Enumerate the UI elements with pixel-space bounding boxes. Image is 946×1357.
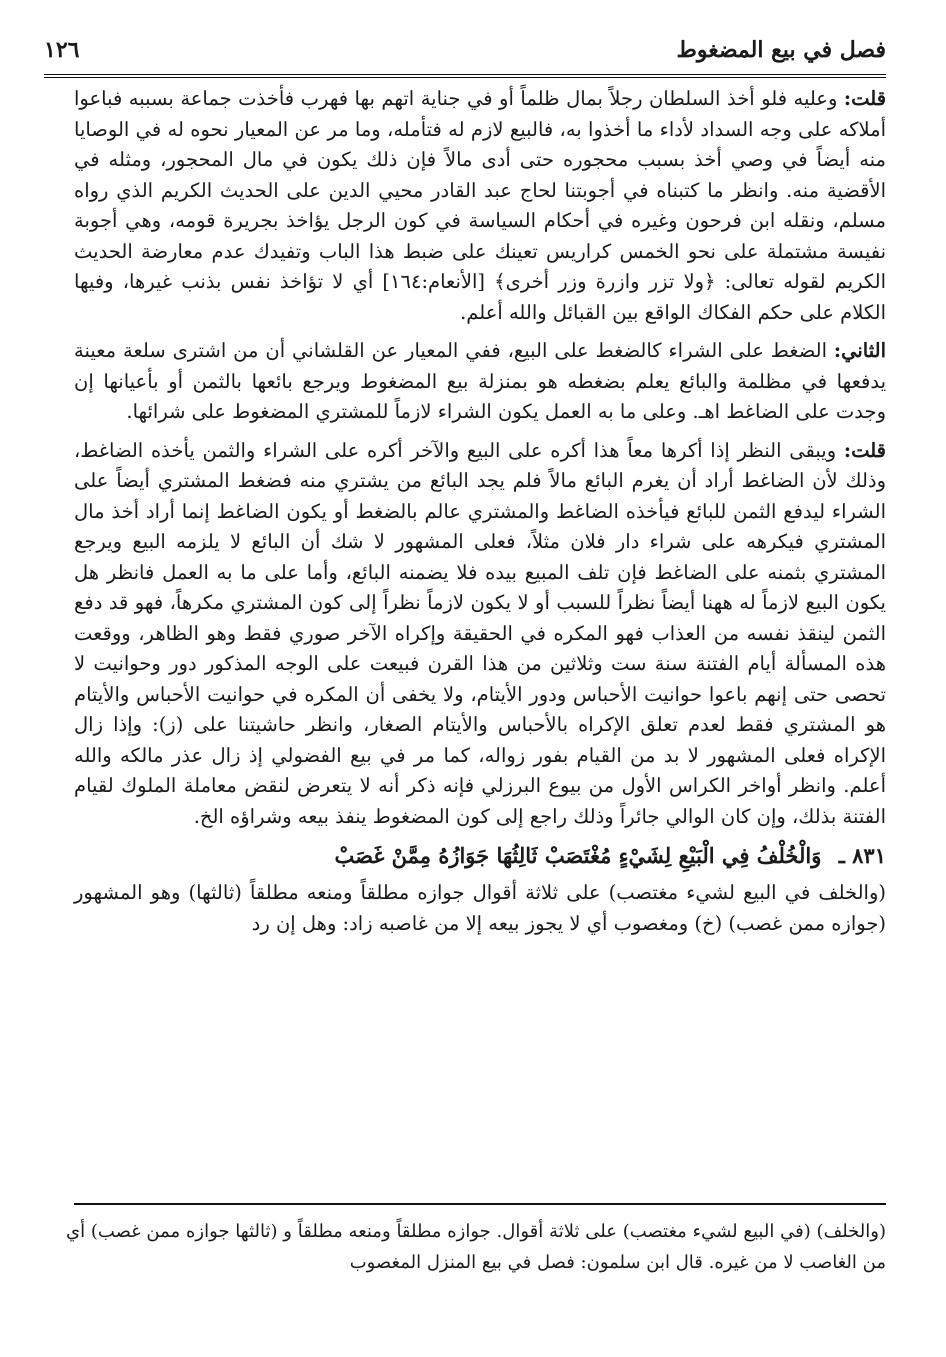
verse-text: وَالْخُلْفُ فِي الْبَيْعِ لِشَيْءٍ مُغْتَصَبْ ثَالِثُهَا جَوَازُهُ مِمَّنْ غَصَبْ xyxy=(334,843,822,868)
footnote-rule xyxy=(74,1203,886,1205)
paragraph-text: ويبقى النظر إذا أكرها معاً هذا أكره على البيع والآخر أكره على الشراء والثمن يأخذه الضاغط، وذلك لأن الضاغط أراد أن يغرم البائع مالاً فلم يجد البائع من يشتري منه فضغط المشتري أيضاً على الشراء ليدفع الثمن للبائع فيأخذه الضاغط والمشتري عالم بالضغط أو يكون الضاغط إنما أراد أخذ مال المشتري فيكرهه على شراء دار فلان مثلاً، فعلى المشهور لا شك أن البائع لا يلزمه البيع ويرجع المشتري بثمنه على الضاغط فإن تلف المبيع بيده فلا يضمنه البائع، وأما على ما به العمل فانظر هل يكون البيع لازماً له ههنا أيضاً نظراً للسبب أو لا يكون لازماً نظراً إلى كون المشتري مكرهاً، فهو قد دفع الثمن لينقذ نفسه من العذاب فهو المكره في الحقيقة وإكراه الآخر صوري فقط وهو الظاهر، ووقعت هذه المسألة أيام الفتنة سنة ست وثلاثين من هذا القرن فبيعت على الوجه المذكور دور وحوانيت لا تحصى حتى إنهم باعوا حوانيت الأحباس ودور الأيتام، ولا يخفى أن المكره في حوانيت الأحباس والأيتام هو المشتري فقط لعدم تعلق الإكراه بالأحباس والأيتام الصغار، وانظر حاشيتنا على (ز): وإذا زال الإكراه فعلى المشهور لا بد من القيام بفور زواله، كما مر في بيع الفضولي إذ زال عذر مالكه والله أعلم. وانظر أواخر الكراس الأول من بيوع البرزلي فإنه ذكر أنه لا يتعرض لنقض معاملة الملوك لقيام الفتنة بذلك، وإن كان الوالي جائراً وذلك راجع إلى كون المضغوط ينفذ بيعه وشراؤه الخ. xyxy=(74,438,886,828)
paragraph-lead: قلت: xyxy=(843,87,887,110)
page-header xyxy=(44,28,886,72)
paragraph-text: وعليه فلو أخذ السلطان رجلاً بمال ظلماً أو في جناية اتهم بها فهرب فأخذت جماعة بسببه فباعوا أملاكه على وجه السداد لأداء ما أخذوا به، فالبيع لازم له فتأمله، وما مر عن المعيار نحوه له في الوصايا منه أيضاً في وصي أخذ بسبب محجوره حتى أدى مالاً فإن ذلك يكون في مال المحجور، ومثله في الأقضية منه. وانظر ما كتبناه في أجوبتنا لحاج عبد القادر محيي الدين على الحديث الكريم الذي رواه مسلم، ونقله ابن فرحون وغيره في أحكام السياسة في كون الرجل يؤاخذ بجريرة قومه، وهي أجوبة نفيسة مشتملة على نحو الخمس كراريس تعينك على ضبط هذا الباب وتفيدك عدم معارضة الحديث الكريم لقوله تعالى: ﴿ولا تزر وازرة وزر أخرى﴾ [الأنعام:١٦٤] أي لا تؤاخذ نفس بذنب غيرها، وفيها الكلام على حكم الفكاك الواقع بين القبائل والله أعلم. xyxy=(74,87,887,324)
header-rule xyxy=(44,74,886,78)
poem-verse xyxy=(74,840,886,872)
paragraph-text: الضغط على الشراء كالضغط على البيع، ففي المعيار عن القلشاني أن من اشترى سلعة معينة يدفعها في مظلمة والبائع يعلم بضغطه هو بمنزلة بيع المضغوط ويرجع بائعها بالثمن أو بأعيانها إن وجدت على الضاغط اهـ. وعلى ما به العمل يكون الشراء لازماً للمشتري المضغوط على شرائها. xyxy=(74,339,886,423)
footnote: (والخلف) (في البيع لشيء مغتصب) على ثلاثة أقوال. جوازه مطلقاً ومنعه مطلقاً و (ثالثها جوازه ممن غصب) أي من الغاصب لا من غيره. قال ابن سلمون: فصل في بيع المنزل المغصوب xyxy=(66,1221,886,1273)
page-number: ١٢٦ xyxy=(44,37,80,63)
paragraph-lead: الثاني: xyxy=(833,339,886,362)
paragraph xyxy=(74,436,886,833)
paragraph-lead: قلت: xyxy=(843,438,886,462)
paragraph xyxy=(74,84,886,328)
paragraph xyxy=(74,336,886,428)
main-text xyxy=(74,84,886,947)
commentary: (والخلف في البيع لشيء مغتصب) على ثلاثة أقوال جوازه مطلقاً ومنعه مطلقاً (ثالثها) وهو المشهور (جوازه ممن غصب) (خ) ومغصوب أي لا يجوز بيعه إلا من غاصبه زاد: وهل إن رد xyxy=(74,881,886,935)
verse-number: ٨٣١ ـ xyxy=(838,843,886,868)
running-title: فصل في بيع المضغوط xyxy=(676,37,886,63)
